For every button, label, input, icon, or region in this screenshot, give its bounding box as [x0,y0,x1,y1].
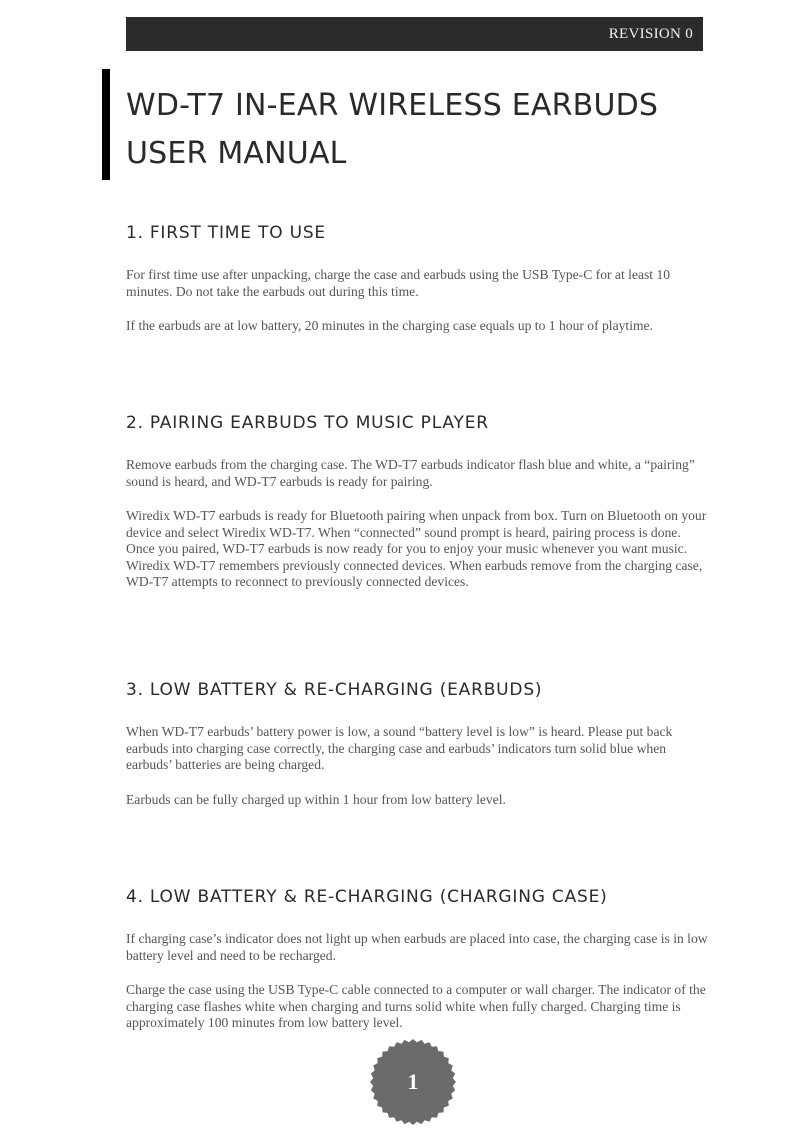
header-bar [126,17,703,51]
title-accent-rule [102,69,110,180]
paragraph: When WD-T7 earbuds’ battery power is low, a sound “battery level is low” is heard. Please put back earbuds into charging case correctly, the charging case and earbuds’ indicators turn solid blue when earbuds’ batteries are being charged. [126,724,673,772]
section-pairing [126,412,710,591]
section-low-battery-earbuds [126,679,710,808]
section-title: LOW BATTERY & RE-CHARGING (EARBUDS) [149,680,543,700]
section-number: 3. [126,680,144,700]
section-heading [126,886,710,908]
paragraph: If charging case’s indicator does not light up when earbuds are placed into case, the charging case is in low battery level and need to be recharged. [126,931,708,963]
section-number: 1. [126,223,144,243]
section-heading [126,222,710,244]
paragraph: If the earbuds are at low battery, 20 minutes in the charging case equals up to 1 hour of playtime. [126,318,653,333]
paragraph: Charge the case using the USB Type-C cable connected to a computer or wall charger. The indicator of the charging case flashes white when charging and turns solid white when fully charged. Charging time is approximately 100 minutes from low battery level. [126,982,706,1030]
paragraph: Remove earbuds from the charging case. The WD-T7 earbuds indicator flash blue and white, a “pairing” sound is heard, and WD-T7 earbuds is ready for pairing. [126,457,695,489]
section-heading [126,412,710,434]
section-number: 4. [126,887,144,907]
section-number: 2. [126,413,144,433]
page-number-badge [369,1038,457,1126]
section-heading [126,679,710,701]
section-title: LOW BATTERY & RE-CHARGING (CHARGING CASE) [149,887,608,907]
title-line-2: USER MANUAL [126,136,347,171]
section-first-time-use [126,222,710,335]
paragraph: Earbuds can be fully charged up within 1 hour from low battery level. [126,791,506,807]
section-title: FIRST TIME TO USE [149,223,326,243]
paragraph: For first time use after unpacking, charge the case and earbuds using the USB Type-C for at least 10 minutes. Do not take the earbuds out during this time. [126,267,671,299]
title-line-1: WD-T7 IN-EAR WIRELESS EARBUDS [126,88,659,123]
section-low-battery-case [126,886,710,1032]
section-title: PAIRING EARBUDS TO MUSIC PLAYER [149,413,489,433]
page-number: 1 [407,1069,419,1094]
document-title [126,82,726,178]
paragraph: Wiredix WD-T7 earbuds is ready for Bluetooth pairing when unpack from box. Turn on Bluetooth on your device and select Wiredix WD-T7. When “connected” sound prompt is heard, pairing process is done. Once you paired, WD-T7 earbuds is now ready for you to enjoy your music whenever you want music. Wiredix WD-T7 remembers previously connected devices. When earbuds remove from the charging case, WD-T7 attempts to reconnect to previously connected devices. [126,508,707,589]
revision-label: REVISION 0 [608,26,693,42]
